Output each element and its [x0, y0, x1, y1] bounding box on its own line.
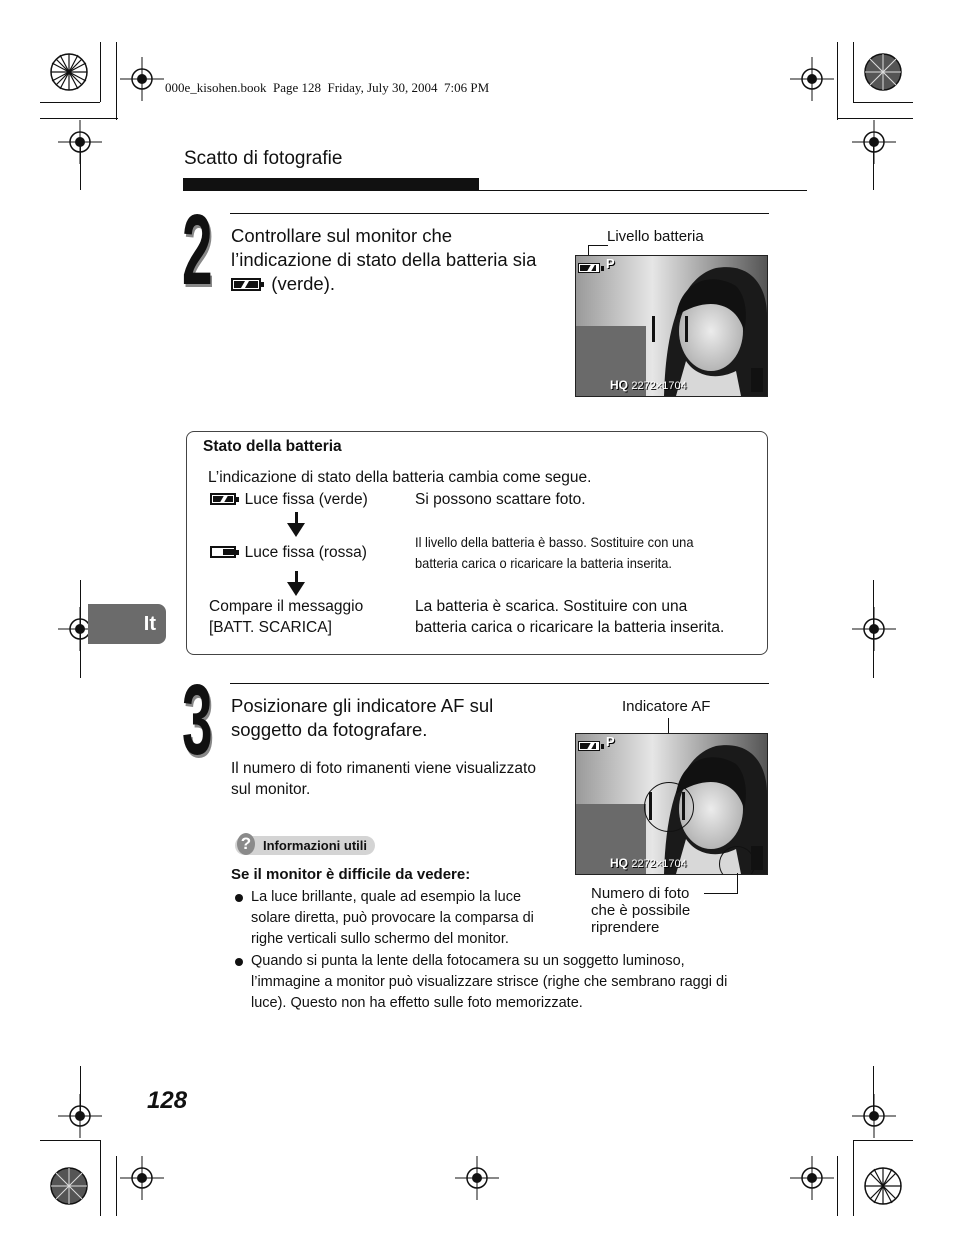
shots-remaining-circle — [719, 846, 755, 875]
callout-af-indicator: Indicatore AF — [622, 698, 711, 715]
battery-full-icon — [231, 278, 261, 291]
callout-shots-remaining: Numero di foto che è possibile riprendere — [591, 885, 691, 936]
section-bar — [183, 178, 479, 191]
battery-state-row: Luce fissa (verde) — [210, 489, 368, 510]
mode-indicator: P — [606, 734, 615, 749]
registration-mark-icon — [120, 57, 164, 101]
step2-rule — [230, 213, 769, 214]
tips-bullet: La luce brillante, quale ad esempio la luce solare diretta, può provocare la comparsa di righe verticali sullo schermo del monitor. — [233, 887, 534, 950]
color-bar-circle-icon — [50, 53, 88, 91]
battery-box-title: Stato della batteria — [203, 438, 342, 455]
registration-mark-icon — [852, 607, 896, 651]
language-tab: It — [88, 604, 166, 644]
battery-state-row: Luce fissa (rossa) — [210, 542, 367, 563]
registration-mark-icon — [852, 120, 896, 164]
step3-instruction: Posizionare gli indicatore AF sul soggetto da fotografare. — [231, 695, 494, 740]
tips-pill: Informazioni utili ? — [235, 836, 375, 855]
section-title: Scatto di fotografie — [184, 148, 343, 169]
battery-state-meaning: La batteria è scarica. Sostituire con una batteria carica o ricaricare la batteria inserita. — [415, 598, 725, 636]
battery-full-icon — [578, 741, 600, 751]
battery-low-icon — [210, 546, 236, 558]
battery-full-icon — [210, 493, 236, 505]
page-number: 128 — [147, 1087, 188, 1114]
quality-indicator: HQ 2272×1704 — [610, 378, 687, 392]
arrow-down-icon — [287, 582, 305, 596]
registration-mark-icon — [120, 1156, 164, 1200]
step3-subtext: Il numero di foto rimanenti viene visualizzato sul monitor. — [231, 760, 536, 798]
af-target-mark — [652, 316, 688, 342]
callout-battery-level: Livello batteria — [607, 228, 704, 245]
battery-status-box — [186, 431, 768, 655]
color-bar-circle-icon — [864, 53, 902, 91]
section-rule — [479, 190, 807, 191]
quality-indicator: HQ 2272×1704 — [610, 856, 687, 870]
file-header-note: 000e_kisohen.book Page 128 Friday, July 30, 2004 7:06 PM — [165, 80, 490, 95]
af-highlight-circle — [644, 782, 694, 832]
registration-mark-icon — [790, 1156, 834, 1200]
step2-instruction: Controllare sul monitor che l’indicazione di stato della batteria sia (verde). — [231, 225, 537, 294]
step3-rule — [230, 683, 769, 684]
mode-indicator: P — [606, 256, 615, 271]
tips-bullet: Quando si punta la lente della fotocamera su un soggetto luminoso, l’immagine a monitor può visualizzare strisce (righe che sembrano raggi di luce). Questo non ha effetto sulle foto memorizzate. — [233, 951, 727, 1014]
registration-mark-icon — [852, 1094, 896, 1138]
step3-number: 3 — [182, 664, 213, 776]
step2-number: 2 — [182, 194, 213, 306]
arrow-down-icon — [287, 523, 305, 537]
camera-monitor-preview — [575, 255, 768, 397]
tips-heading: Se il monitor è difficile da vedere: — [231, 866, 471, 883]
battery-full-icon — [578, 263, 600, 273]
registration-mark-icon — [790, 57, 834, 101]
battery-box-intro: L’indicazione di stato della batteria cambia come segue. — [208, 469, 592, 486]
battery-state-meaning: Il livello della batteria è basso. Sostituire con una batteria carica o ricaricare la batteria inserita. — [415, 534, 694, 571]
battery-state-row: Compare il messaggio [BATT. SCARICA] — [209, 598, 364, 636]
battery-state-meaning: Si possono scattare foto. — [415, 491, 586, 508]
color-bar-circle-icon — [864, 1167, 902, 1205]
camera-monitor-preview — [575, 733, 768, 875]
registration-mark-icon — [455, 1156, 499, 1200]
color-bar-circle-icon — [50, 1167, 88, 1205]
question-icon: ? — [237, 833, 255, 855]
